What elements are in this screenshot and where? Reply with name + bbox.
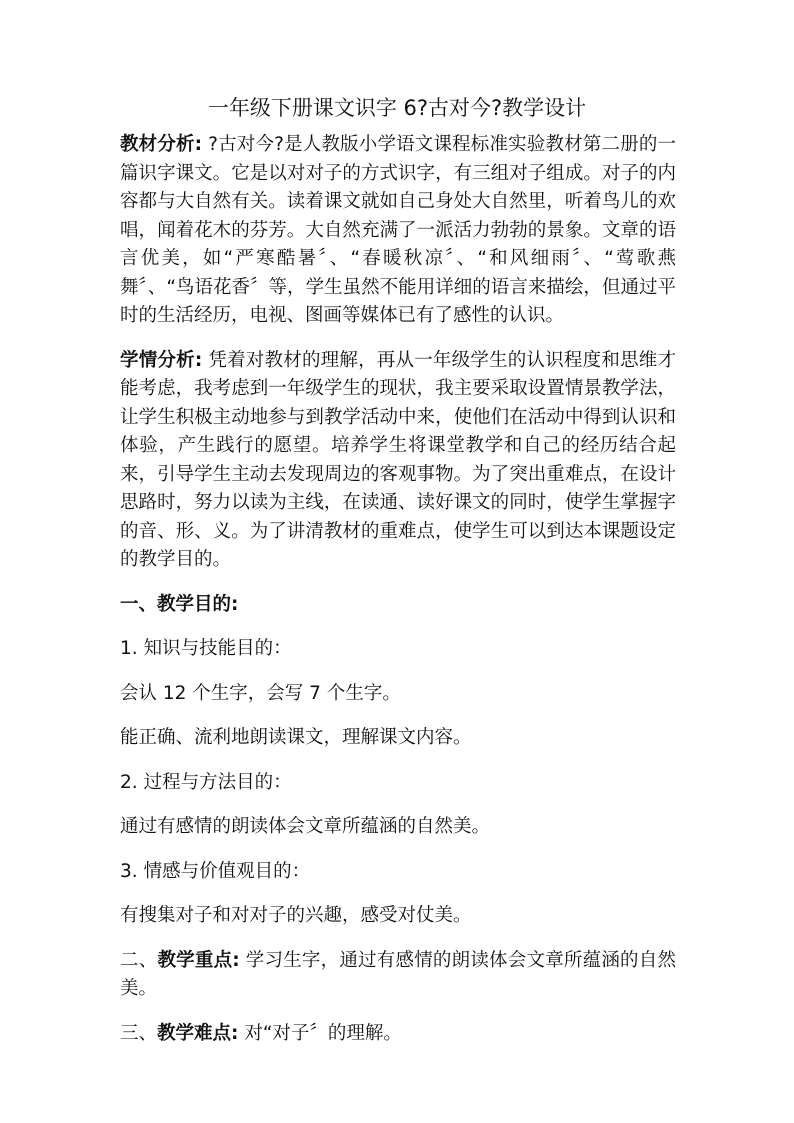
objective-2-label: 过程与方法目的： <box>143 771 292 793</box>
objective-2-number: 2. <box>120 771 138 793</box>
material-analysis-label: 教材分析: <box>120 134 203 155</box>
objective-2-item-1: 通过有感情的朗读体会文章所蕴涵的自然美。 <box>120 816 491 837</box>
objective-1-item-1: 会认 12 个生字，会写 7 个生字。 <box>120 682 401 704</box>
section3-text: 对“对子〞的理解。 <box>244 1022 402 1044</box>
objective-3-number: 3. <box>120 860 138 882</box>
document-title: 一年级下册课文识字 6?古对今?教学设计 <box>207 96 587 120</box>
objective-3-label: 情感与价值观目的： <box>143 860 311 882</box>
objective-1-heading <box>120 635 676 664</box>
student-analysis-label: 学情分析: <box>120 349 203 371</box>
section2-paragraph <box>120 947 676 1004</box>
objective-2-heading <box>120 769 676 798</box>
section2-label: 教学重点: <box>157 949 240 971</box>
objective-3-item-1: 有搜集对子和对对子的兴趣，感受对仗美。 <box>120 905 472 926</box>
material-analysis-text: ?古对今?是人教版小学语文课程标准实验教材第二册的一篇识字课文。它是以对对子的方式识字，有三组对子组成。对子的内容都与大自然有关。读着课文就如自己身处大自然里，听着鸟儿的欢唱，闻着花木的芬芳。大自然充满了一派活力勃勃的景象。文章的语言优美，如“严寒酷暑〞、“春暖秋凉〞、“和风细雨〞、“莺歌燕舞〞、“鸟语花香〞等，学生虽然不能用详细的语言来描绘，但通过平时的生活经历，电视、图画等媒体已有了感性的认识。 <box>120 134 676 326</box>
document-body <box>120 131 676 1064</box>
objective-1-number: 1. <box>120 638 138 659</box>
objective-3-heading <box>120 858 676 887</box>
student-analysis-paragraph <box>120 347 676 575</box>
student-analysis-text: 凭着对教材的理解，再从一年级学生的认识程度和思维才能考虑，我考虑到一年级学生的现状，我主要采取设置情景教学法，让学生积极主动地参与到教学活动中来，使他们在活动中得到认识和体验，产生践行的愿望。培养学生将课堂教学和自己的经历结合起来，引导学生主动去发现周边的客观事物。为了突出重难点，在设计思路时，努力以读为主线，在读通、读好课文的同时，使学生掌握字的音、形、义。为了讲清教材的重难点，使学生可以到达本课题设定的教学目的。 <box>120 349 676 570</box>
section3-paragraph <box>120 1020 676 1049</box>
objective-1-label: 知识与技能目的： <box>143 638 292 659</box>
section3-label: 教学难点: <box>157 1022 239 1044</box>
section3-prefix: 三、 <box>120 1022 158 1044</box>
material-analysis-paragraph <box>120 131 676 331</box>
section1-heading: 一、教学目的: <box>120 593 239 615</box>
section2-prefix: 二、 <box>120 949 158 971</box>
objective-1-item-2: 能正确、流利地朗读课文，理解课文内容。 <box>120 727 472 748</box>
section2-text: 学习生字，通过有感情的朗读体会文章所蕴涵的自然美。 <box>120 949 676 999</box>
